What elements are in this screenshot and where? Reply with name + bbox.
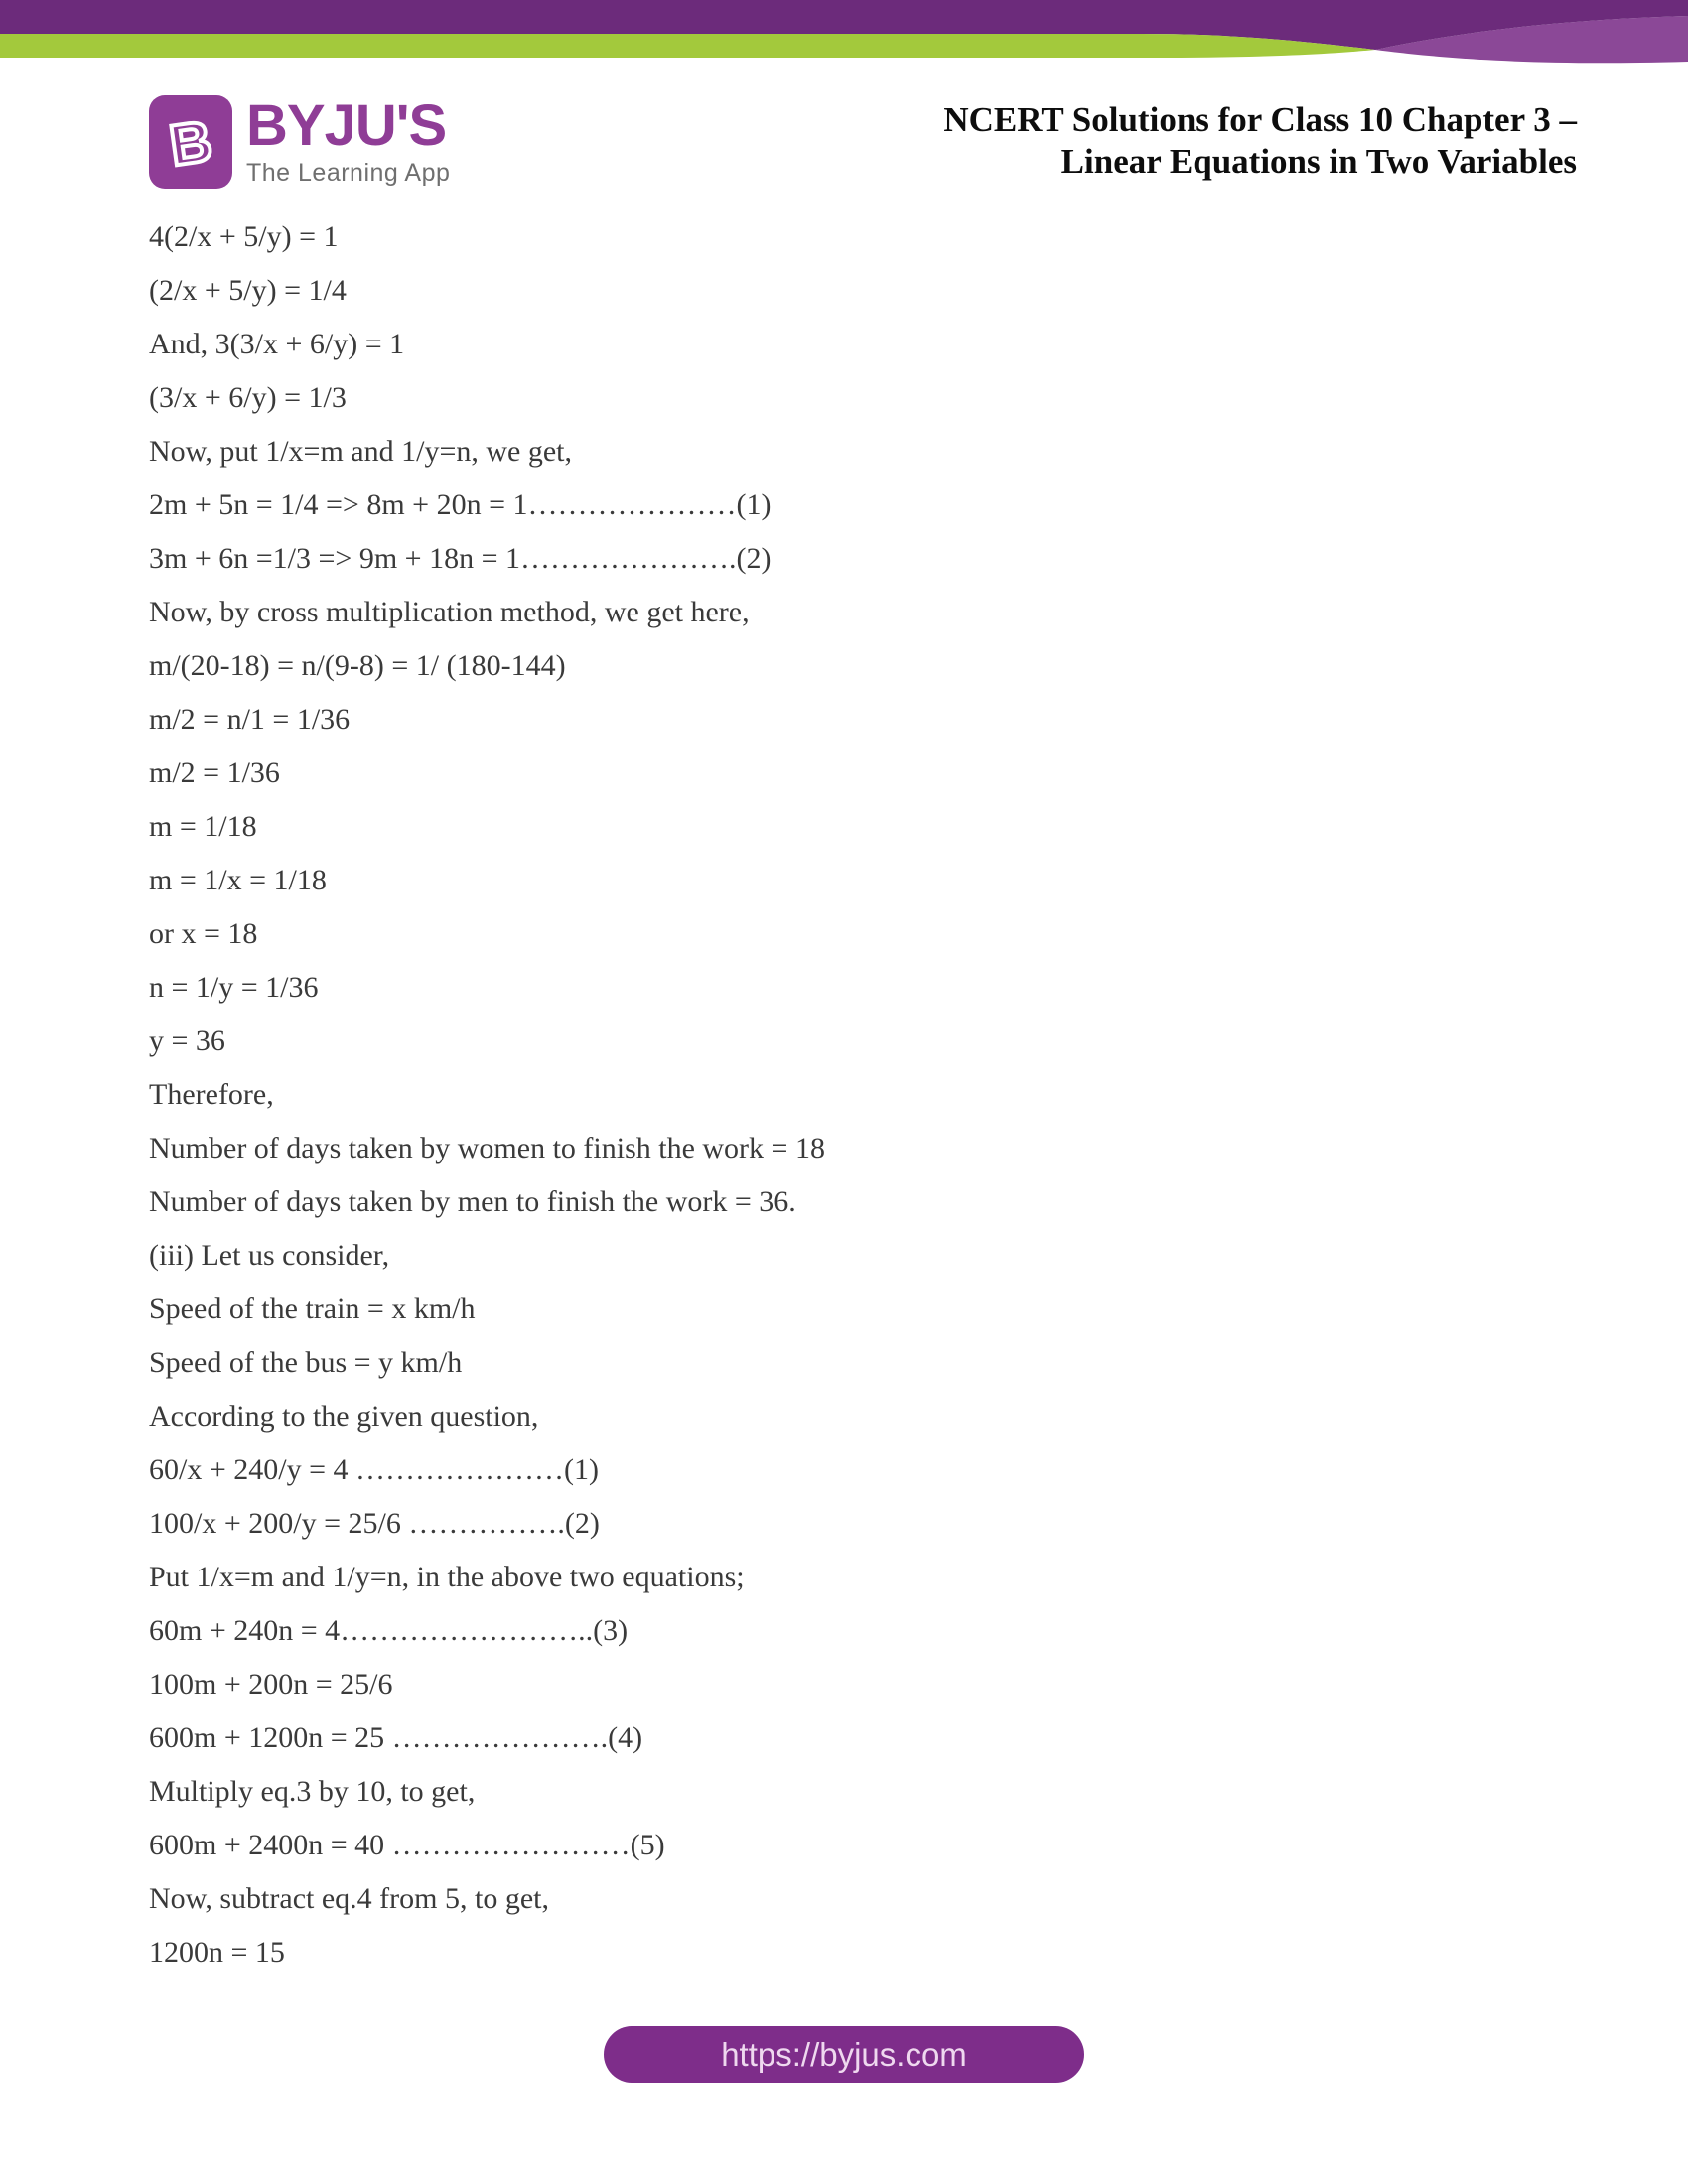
solution-line: Number of days taken by men to finish the work = 36. bbox=[149, 1185, 796, 1218]
solution-line: m = 1/x = 1/18 bbox=[149, 864, 327, 896]
solution-line: 3m + 6n =1/3 => 9m + 18n = 1………………….(2) bbox=[149, 542, 772, 575]
solution-line: 60m + 240n = 4……………………..(3) bbox=[149, 1614, 629, 1647]
solution-line: n = 1/y = 1/36 bbox=[149, 971, 319, 1004]
solution-line: m/2 = 1/36 bbox=[149, 756, 280, 789]
solution-line: m = 1/18 bbox=[149, 810, 257, 843]
byjus-b-icon bbox=[149, 95, 232, 189]
byjus-b-letter: B bbox=[165, 108, 216, 179]
byjus-url-button[interactable]: https://byjus.com bbox=[604, 2026, 1084, 2083]
solution-line: Now, by cross multiplication method, we get here, bbox=[149, 596, 750, 628]
solution-line: (3/x + 6/y) = 1/3 bbox=[149, 381, 347, 414]
solution-line: Now, subtract eq.4 from 5, to get, bbox=[149, 1882, 549, 1915]
solution-text bbox=[149, 210, 1569, 1979]
solution-line: Therefore, bbox=[149, 1078, 274, 1111]
solution-line: 1200n = 15 bbox=[149, 1936, 285, 1969]
byjus-tagline: The Learning App bbox=[246, 159, 451, 187]
solution-line: Multiply eq.3 by 10, to get, bbox=[149, 1775, 476, 1808]
solution-line: m/2 = n/1 = 1/36 bbox=[149, 703, 351, 736]
solution-line: Speed of the train = x km/h bbox=[149, 1293, 476, 1325]
solution-line: 2m + 5n = 1/4 => 8m + 20n = 1…………………(1) bbox=[149, 488, 772, 521]
byjus-logo-text bbox=[246, 95, 450, 187]
solution-line: (2/x + 5/y) = 1/4 bbox=[149, 274, 347, 307]
solution-line: Now, put 1/x=m and 1/y=n, we get, bbox=[149, 435, 573, 468]
solution-line: 4(2/x + 5/y) = 1 bbox=[149, 220, 339, 253]
page-title-line-1: NCERT Solutions for Class 10 Chapter 3 – bbox=[943, 100, 1577, 139]
solution-line: Number of days taken by women to finish the work = 18 bbox=[149, 1132, 825, 1164]
byjus-brand-name: BYJU'S bbox=[246, 93, 447, 158]
solution-line: 100/x + 200/y = 25/6 …………….(2) bbox=[149, 1507, 600, 1540]
page-title bbox=[943, 99, 1577, 183]
solution-line: 600m + 2400n = 40 ……………………(5) bbox=[149, 1829, 665, 1861]
solution-line: Speed of the bus = y km/h bbox=[149, 1346, 463, 1379]
solution-line: Put 1/x=m and 1/y=n, in the above two equations; bbox=[149, 1561, 745, 1593]
byjus-logo bbox=[149, 95, 450, 189]
solution-line: or x = 18 bbox=[149, 917, 258, 950]
solution-line: 100m + 200n = 25/6 bbox=[149, 1668, 393, 1701]
solution-line: m/(20-18) = n/(9-8) = 1/ (180-144) bbox=[149, 649, 566, 682]
header-wave-green bbox=[0, 34, 1375, 58]
solution-line: According to the given question, bbox=[149, 1400, 539, 1433]
page-title-line-2: Linear Equations in Two Variables bbox=[1060, 142, 1577, 181]
solution-line: (iii) Let us consider, bbox=[149, 1239, 390, 1272]
solution-line: y = 36 bbox=[149, 1024, 225, 1057]
solution-line: And, 3(3/x + 6/y) = 1 bbox=[149, 328, 405, 360]
header-wave-decoration bbox=[0, 0, 1688, 69]
solution-line: 60/x + 240/y = 4 …………………(1) bbox=[149, 1453, 599, 1486]
solution-line: 600m + 1200n = 25 ………………….(4) bbox=[149, 1721, 643, 1754]
